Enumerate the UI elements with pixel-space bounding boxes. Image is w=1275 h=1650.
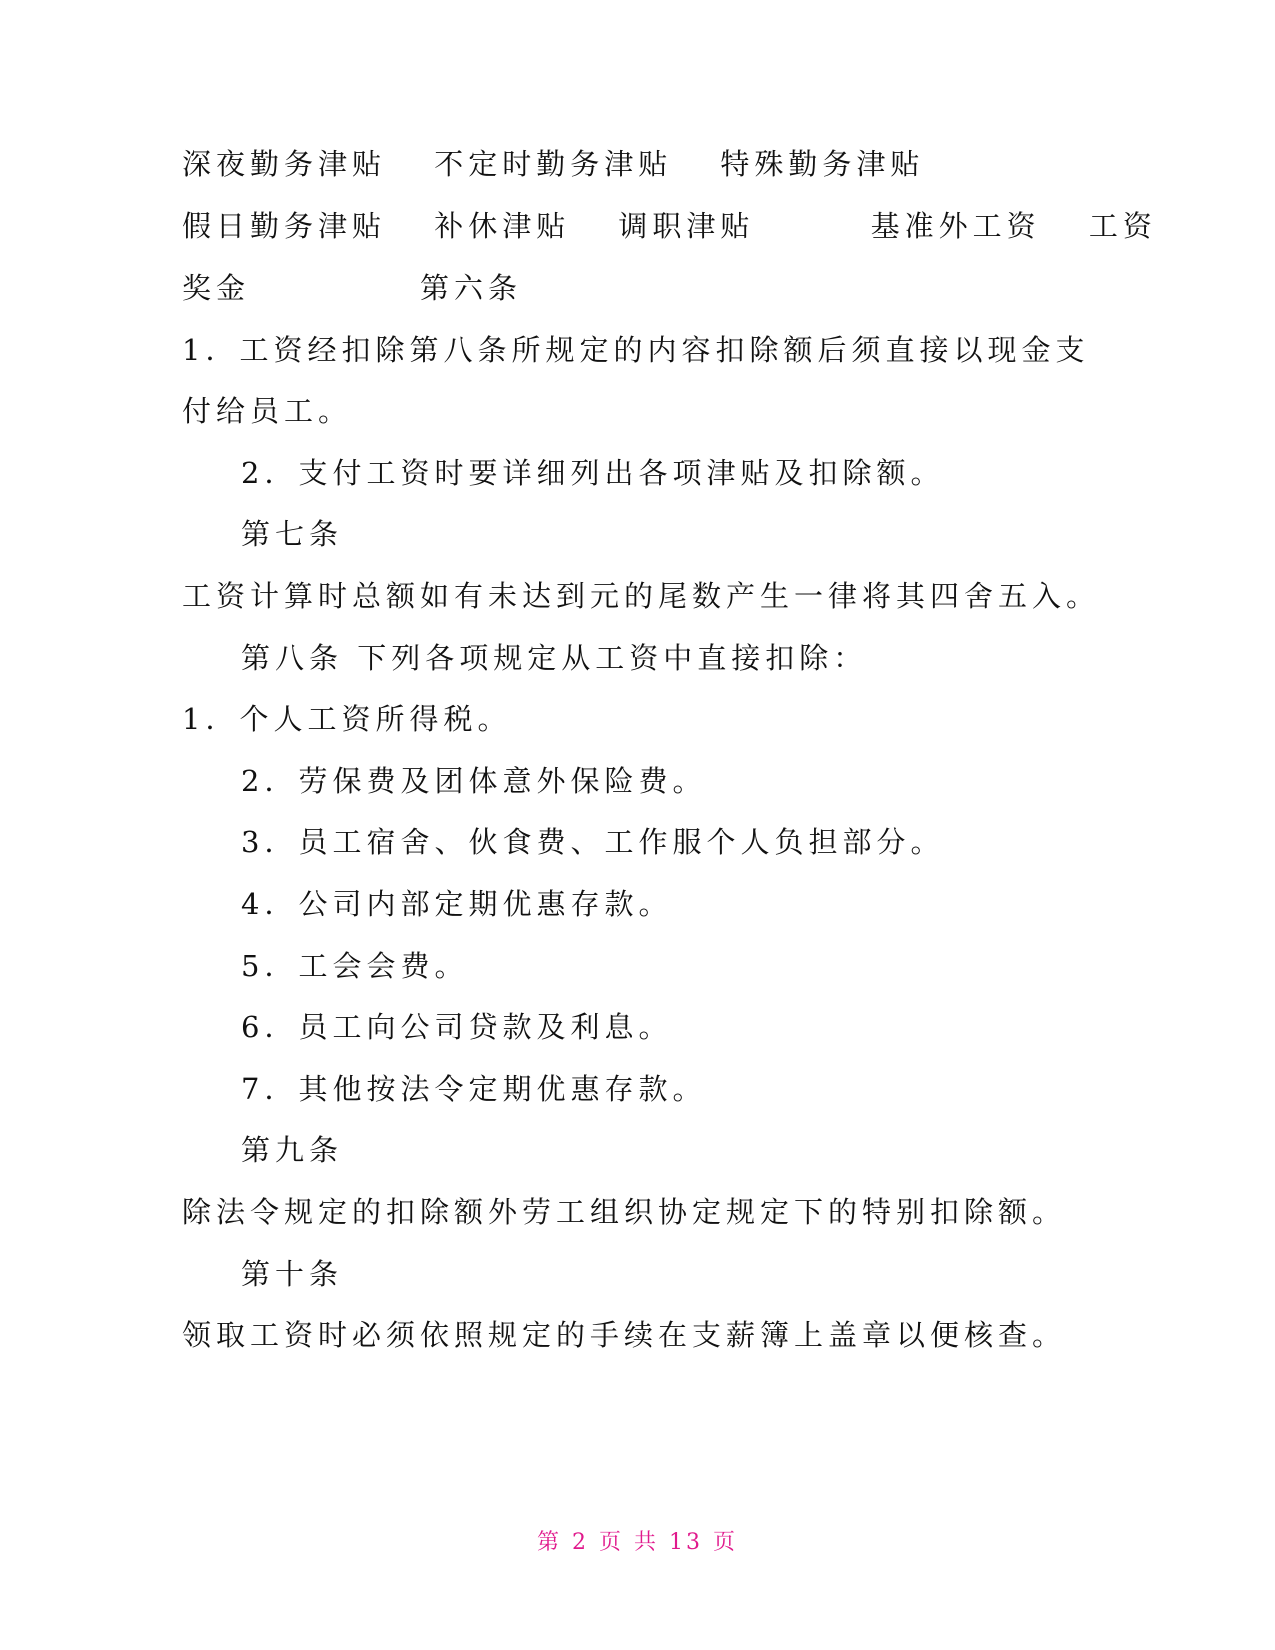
list-item-5: 5．工会会费。 <box>241 949 469 983</box>
list-item-4: 4．公司内部定期优惠存款。 <box>241 887 673 921</box>
list-item-2: 2．劳保费及团体意外保险费。 <box>241 764 707 798</box>
page-number-footer: 第 2 页 共 13 页 <box>537 1530 738 1555</box>
text-line-4: 1．工资经扣除第八条所规定的内容扣除额后须直接以现金支 <box>182 333 1090 367</box>
text-line-2: 假日勤务津贴 补休津贴 调职津贴 基准外工资 工资 <box>182 209 1157 243</box>
text-line-5: 付给员工。 <box>182 394 353 428</box>
text-line-8: 工资计算时总额如有未达到元的尾数产生一律将其四舍五入。 <box>182 579 1101 613</box>
text-line-18: 除法令规定的扣除额外劳工组织协定规定下的特别扣除额。 <box>182 1195 1067 1229</box>
article-heading-8: 第八条 下列各项规定从工资中直接扣除： <box>241 641 868 675</box>
list-item-3: 3．员工宿舍、伙食费、工作服个人负担部分。 <box>241 825 945 859</box>
text-line-20: 领取工资时必须依照规定的手续在支薪簿上盖章以便核查。 <box>182 1318 1067 1352</box>
list-item-7: 7．其他按法令定期优惠存款。 <box>241 1072 707 1106</box>
list-item-6: 6．员工向公司贷款及利息。 <box>241 1010 673 1044</box>
text-line-3: 奖金 第六条 <box>182 271 523 305</box>
article-heading-9: 第九条 <box>241 1133 344 1167</box>
text-line-1: 深夜勤务津贴 不定时勤务津贴 特殊勤务津贴 <box>182 147 925 181</box>
article-heading-10: 第十条 <box>241 1257 344 1291</box>
text-line-6: 2．支付工资时要详细列出各项津贴及扣除额。 <box>241 456 945 490</box>
article-heading-7: 第七条 <box>241 517 344 551</box>
list-item-1: 1．个人工资所得税。 <box>182 702 512 736</box>
